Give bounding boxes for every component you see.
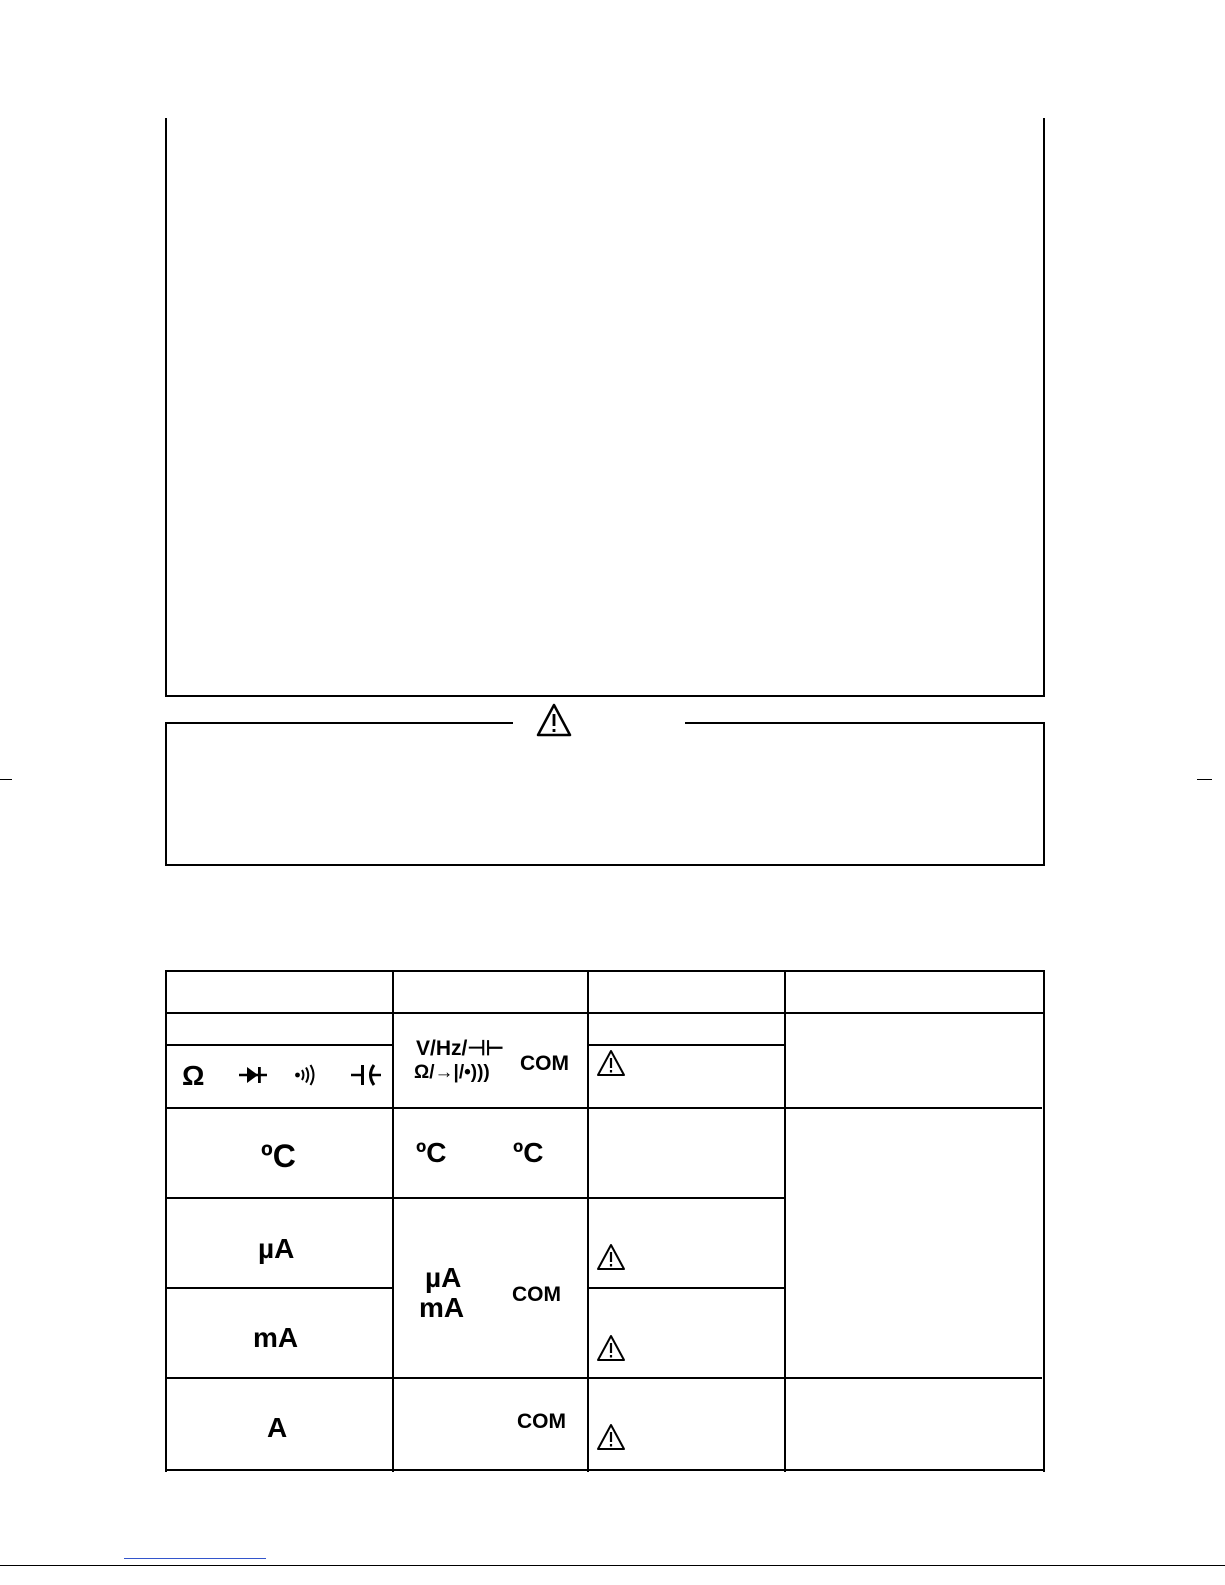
amp-com-terminal-label: COM bbox=[517, 1410, 566, 1433]
top-frame-right-border bbox=[1043, 118, 1045, 697]
top-frame-left-border bbox=[165, 118, 167, 697]
row1-split-col1 bbox=[165, 1044, 393, 1046]
temperature-input-plus: ºC bbox=[416, 1137, 447, 1168]
crop-mark-left bbox=[0, 779, 12, 780]
warning-box-right bbox=[1043, 722, 1045, 866]
input-terminal-vhz-label: V/Hz/⊣⊢ bbox=[416, 1037, 504, 1060]
table-bottom-border bbox=[165, 1469, 1045, 1471]
warning-box-left bbox=[165, 722, 167, 866]
warning-triangle-icon bbox=[596, 1049, 626, 1077]
amp-function-symbol: A bbox=[267, 1412, 288, 1443]
microamp-function-symbol: µA bbox=[258, 1233, 295, 1264]
row1-bottom bbox=[165, 1107, 1042, 1109]
footer-link-underline bbox=[124, 1558, 266, 1559]
diode-icon bbox=[238, 1064, 268, 1086]
row3-split-col1 bbox=[165, 1287, 393, 1289]
row3-split-col3 bbox=[587, 1287, 785, 1289]
current-com-terminal-label: COM bbox=[512, 1283, 561, 1306]
top-frame-bottom-border bbox=[165, 695, 1045, 697]
crop-mark-right bbox=[1197, 779, 1212, 780]
row2-bottom bbox=[165, 1197, 785, 1199]
current-input-ua-label: µA bbox=[425, 1262, 462, 1293]
table-top-border bbox=[165, 970, 1045, 972]
footer-rule bbox=[0, 1565, 1225, 1566]
milliamp-function-symbol: mA bbox=[253, 1322, 299, 1353]
current-input-ma-label: mA bbox=[419, 1292, 465, 1323]
ohm-symbol: Ω bbox=[182, 1060, 205, 1091]
row4-bottom bbox=[165, 1377, 1042, 1379]
continuity-sound-icon bbox=[294, 1063, 318, 1087]
warning-triangle-icon bbox=[535, 702, 573, 738]
warning-triangle-icon bbox=[596, 1423, 626, 1451]
capacitor-icon bbox=[350, 1062, 382, 1088]
temperature-function-symbol: ºC bbox=[261, 1138, 296, 1174]
warning-box-top-right bbox=[685, 722, 1045, 724]
row1-split-col3 bbox=[587, 1044, 785, 1046]
table-header-bottom bbox=[165, 1012, 1045, 1014]
table-col-line-4 bbox=[1043, 970, 1045, 1472]
com-terminal-label: COM bbox=[520, 1052, 569, 1075]
warning-box-top-left bbox=[165, 722, 513, 724]
warning-box-bottom bbox=[165, 864, 1045, 866]
warning-triangle-icon bbox=[596, 1334, 626, 1362]
temperature-input-minus: ºC bbox=[513, 1137, 544, 1168]
warning-triangle-icon bbox=[596, 1243, 626, 1271]
input-terminal-ohm-label: Ω/→|/•))) bbox=[414, 1062, 490, 1083]
